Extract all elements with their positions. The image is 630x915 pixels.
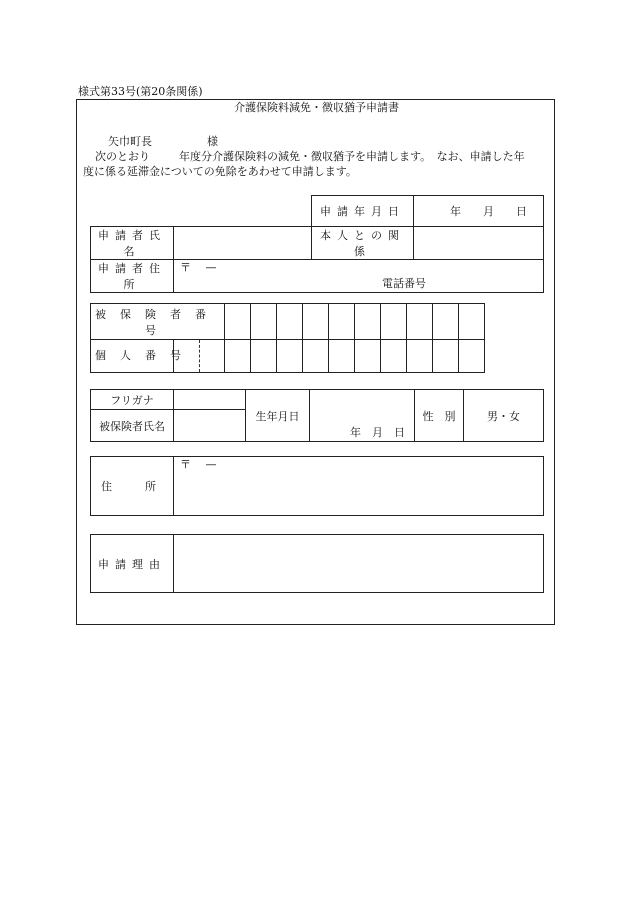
form-number-label: 様式第33号(第20条関係) [78,85,203,98]
application-form [76,99,555,625]
sex-field[interactable]: 男・女 [464,390,544,442]
number-table [90,303,485,373]
birth-date-field[interactable] [310,390,415,442]
intro-line2: 度に係る延滞金についての免除をあわせて申請します。 [83,165,357,178]
birth-date-units: 年 月 日 [350,426,405,439]
digit-box[interactable] [433,340,459,373]
insured-number-label: 被保険者番号 [91,304,225,340]
postal-mark: 〒 — [180,261,217,274]
address-table [90,456,544,516]
applicant-address-field[interactable] [174,260,544,293]
intro-line1-rest: 年度分介護保険料の減免・徴収猶予を申請します。 なお、申請した年 [179,150,525,163]
digit-box[interactable] [407,304,433,340]
address-field[interactable] [174,457,544,516]
digit-box[interactable] [459,340,485,373]
reason-field[interactable] [174,535,544,593]
sex-label: 性 別 [415,390,464,442]
blank-cell [91,196,174,227]
form-title: 介護保険料減免・徴収猶予申請書 [234,101,399,114]
digit-box[interactable] [303,304,329,340]
insured-name-label: 被保険者氏名 [91,410,174,442]
furigana-label: フリガナ [91,390,174,410]
reason-label: 申請理由 [91,535,174,593]
digit-box[interactable] [225,304,251,340]
personal-number-label: 個人番号 [95,349,195,362]
insured-name-field[interactable] [174,410,246,442]
applicant-address-label: 申請者住所 [91,260,174,293]
digit-box[interactable] [277,304,303,340]
digit-box[interactable] [381,304,407,340]
reason-table [90,534,544,593]
digit-box[interactable] [459,304,485,340]
applicant-name-field[interactable] [174,227,312,260]
personal-number-label-cell [91,340,225,373]
address-postal-mark: 〒 — [180,458,217,471]
digit-box[interactable] [329,340,355,373]
digit-box[interactable] [355,304,381,340]
addressee-name: 矢巾町長 [108,135,152,148]
phone-label: 電話番号 [382,277,426,290]
birth-date-label: 生年月日 [246,390,310,442]
applicant-name-label: 申請者氏名 [91,227,174,260]
blank-cell [174,196,312,227]
address-label: 住 所 [91,457,174,516]
digit-box[interactable] [407,340,433,373]
digit-box[interactable] [277,340,303,373]
applicant-table [90,195,544,293]
digit-box[interactable] [381,340,407,373]
digit-box[interactable] [225,340,251,373]
intro-line1-start: 次のとおり [95,150,150,163]
relation-label: 本人との関係 [312,227,414,260]
digit-box[interactable] [251,304,277,340]
digit-box[interactable] [251,340,277,373]
insured-table [90,389,544,442]
digit-box[interactable] [433,304,459,340]
digit-box[interactable] [303,340,329,373]
addressee-honorific: 様 [207,135,218,148]
application-date-label: 申請年月日 [312,196,414,227]
application-date-field[interactable]: 年 月 日 [414,196,544,227]
relation-field[interactable] [414,227,544,260]
digit-box[interactable] [329,304,355,340]
digit-box[interactable] [355,340,381,373]
furigana-field[interactable] [174,390,246,410]
